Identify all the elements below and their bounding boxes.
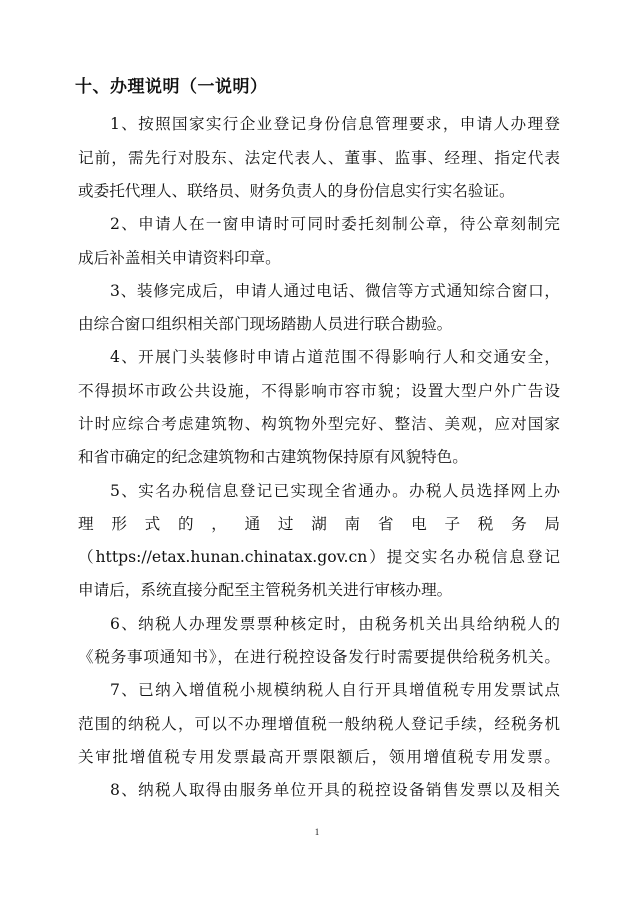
page-number: 1 xyxy=(314,827,320,837)
paragraph-2-line-1: 2、申请人在一窗申请时可同时委托刻制公章，待公章刻制完 xyxy=(110,215,560,233)
paragraph-1-line-1: 1、按照国家实行企业登记身份信息管理要求，申请人办理登 xyxy=(110,115,560,133)
paragraph-5-line-1: 5、实名办税信息登记已实现全省通办。办税人员选择网上办 xyxy=(110,482,560,500)
paragraph-5-line-2: 理 形 式 的 ， 通 过 湖 南 省 电 子 税 务 局 xyxy=(78,515,560,533)
paragraph-7-line-3: 关审批增值税专用发票最高开票限额后，领用增值税专用发票。 xyxy=(78,748,560,766)
paragraph-1-line-3: 或委托代理人、联络员、财务负责人的身份信息实行实名验证。 xyxy=(78,182,515,200)
paragraph-4-line-1: 4、开展门头装修时申请占道范围不得影响行人和交通安全， xyxy=(110,348,560,366)
paragraph-4-line-4: 和省市确定的纪念建筑物和古建筑物保持原有风貌特色。 xyxy=(78,448,468,466)
paragraph-6-line-1: 6、纳税人办理发票票种核定时，由税务机关出具给纳税人的 xyxy=(110,615,560,633)
paragraph-3-line-2: 由综合窗口组织相关部门现场踏勘人员进行联合勘验。 xyxy=(78,315,453,333)
paragraph-4-line-2: 不得损坏市政公共设施，不得影响市容市貌；设置大型户外广告设 xyxy=(78,382,560,400)
paragraph-2-line-2: 成后补盖相关申请资料印章。 xyxy=(78,249,281,267)
paragraph-1-line-2: 记前，需先行对股东、法定代表人、董事、监事、经理、指定代表 xyxy=(78,149,560,167)
paragraph-7-line-1: 7、已纳入增值税小规模纳税人自行开具增值税专用发票试点 xyxy=(110,681,560,699)
paragraph-5-line-4: 申请后，系统直接分配至主管税务机关进行审核办理。 xyxy=(78,581,453,599)
section-heading: 十、办理说明（一说明） xyxy=(75,77,268,97)
paragraph-5-line-3: （https://etax.hunan.chinatax.gov.cn）提交实名办税信息登记 xyxy=(78,548,560,566)
paragraph-6-line-2: 《税务事项通知书》，在进行税控设备发行时需要提供给税务机关。 xyxy=(78,648,560,666)
paragraph-4-line-3: 计时应综合考虑建筑物、构筑物外型完好、整洁、美观，应对国家 xyxy=(78,415,560,433)
paragraph-8-line-1: 8、纳税人取得由服务单位开具的税控设备销售发票以及相关 xyxy=(110,781,560,799)
paragraph-7-line-2: 范围的纳税人，可以不办理增值税一般纳税人登记手续，经税务机 xyxy=(78,715,560,733)
paragraph-3-line-1: 3、装修完成后，申请人通过电话、微信等方式通知综合窗口， xyxy=(110,282,560,300)
